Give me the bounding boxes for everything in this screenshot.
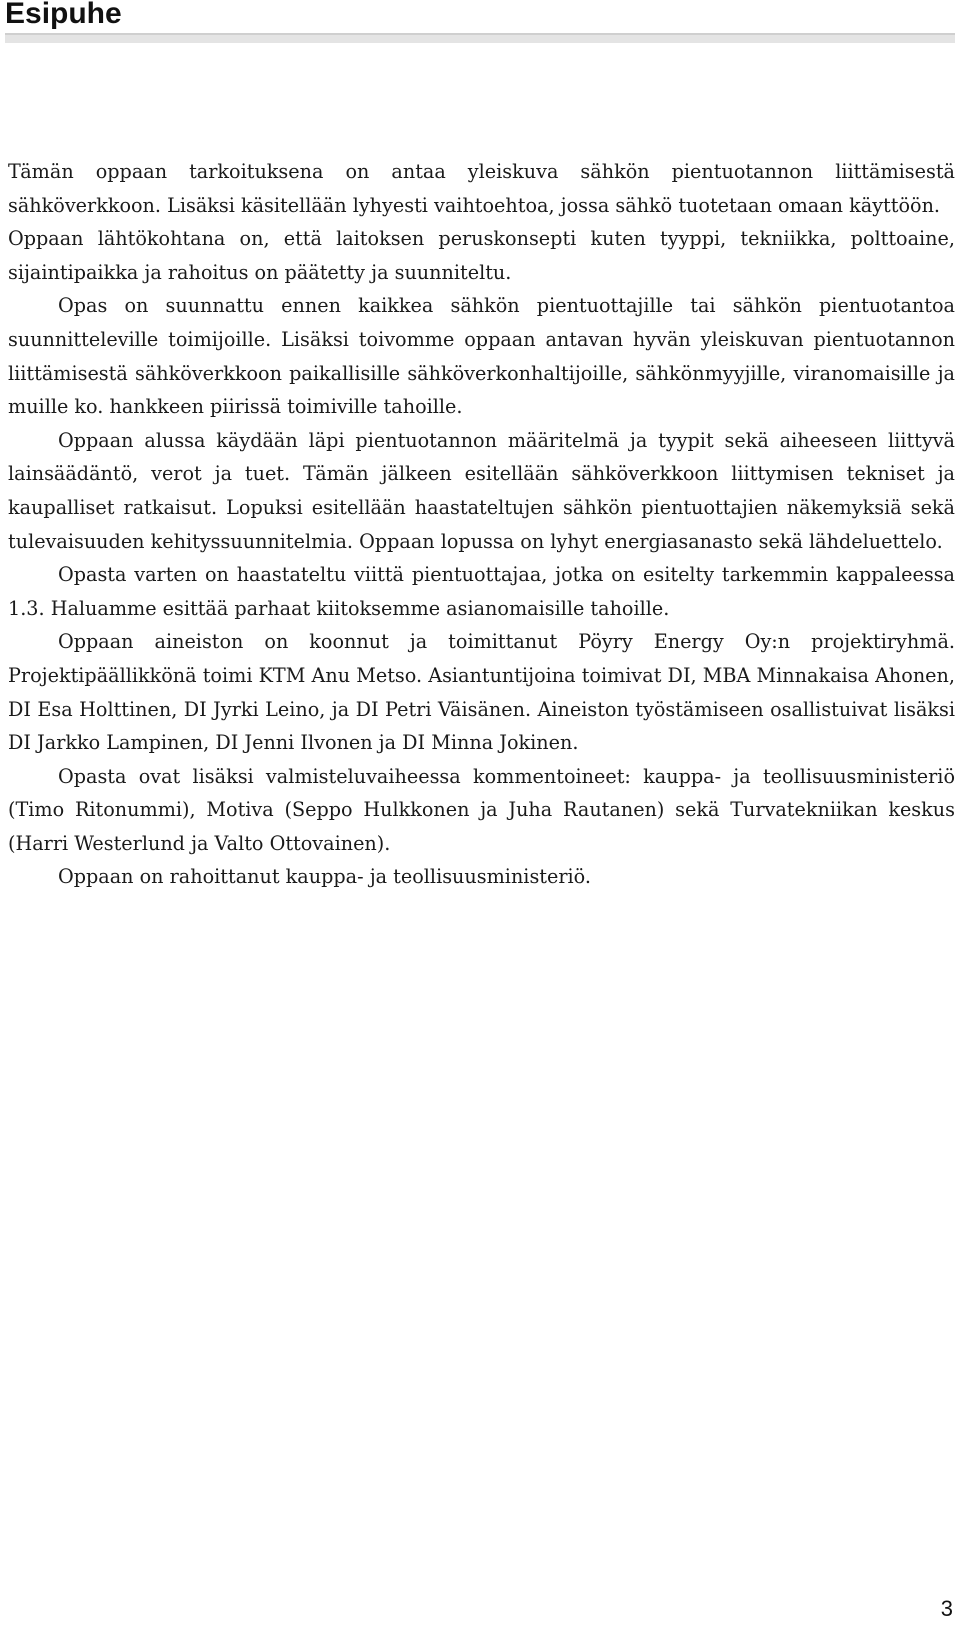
paragraph-purpose: Tämän oppaan tarkoituksena on antaa yleiskuva sähkön pientuotannon liittämisestä sähköverkkoon. Lisäksi käsitellään lyhyesti vaihtoehtoa, jossa sähkö tuotetaan omaan käyttöön. bbox=[8, 160, 955, 217]
paragraph-audience: Opas on suunnattu ennen kaikkea sähkön pientuottajille tai sähkön pientuotantoa suunnitteleville toimijoille. Lisäksi toivomme oppaan antavan hyvän yleiskuvan pientuotannon liittämisestä sähköverkkoon paikallisille sähköverkonhaltijoille, sähkönmyyjille, viranomaisille ja muille ko. hankkeen piirissä toimiville tahoille. bbox=[8, 294, 955, 419]
page-number: 3 bbox=[940, 1596, 953, 1621]
paragraph-starting-point: Oppaan lähtökohtana on, että laitoksen peruskonsepti kuten tyyppi, tekniikka, polttoaine, sijaintipaikka ja rahoitus on päätetty ja suunniteltu. bbox=[8, 227, 955, 284]
page-title: Esipuhe bbox=[5, 0, 122, 30]
paragraph-interviews: Opasta varten on haastateltu viittä pientuottajaa, jotka on esitelty tarkemmin kappaleessa 1.3. Haluamme esittää parhaat kiitoksemme asianomaisille tahoille. bbox=[8, 563, 955, 620]
paragraph-funding: Oppaan on rahoittanut kauppa- ja teollisuusministeriö. bbox=[58, 865, 591, 889]
paragraph-authors: Oppaan aineiston on koonnut ja toimittanut Pöyry Energy Oy:n projektiryhmä. Projektipäällikkönä toimi KTM Anu Metso. Asiantuntijoina toimivat DI, MBA Minnakaisa Ahonen, DI Esa Holttinen, DI Jyrki Leino, ja DI Petri Väisänen. Aineiston työstämiseen osallistuivat lisäksi DI Jarkko Lampinen, DI Jenni Ilvonen ja DI Minna Jokinen. bbox=[8, 630, 955, 755]
foreword-body bbox=[8, 155, 955, 894]
paragraph-contents: Oppaan alussa käydään läpi pientuotannon määritelmä ja tyypit sekä aiheeseen liittyvä lainsäädäntö, verot ja tuet. Tämän jälkeen esitellään sähköverkkoon liittymisen tekniset ja kaupalliset ratkaisut. Lopuksi esitellään haastateltujen sähkön pientuottajien näkemyksiä sekä tulevaisuuden kehityssuunnitelmia. Oppaan lopussa on lyhyt energiasanasto sekä lähdeluettelo. bbox=[8, 428, 955, 553]
paragraph-commentators: Opasta ovat lisäksi valmisteluvaiheessa kommentoineet: kauppa- ja teollisuusministeriö (Timo Ritonummi), Motiva (Seppo Hulkkonen ja Juha Rautanen) sekä Turvatekniikan keskus (Harri Westerlund ja Valto Ottovainen). bbox=[8, 764, 955, 855]
title-divider bbox=[5, 33, 955, 43]
